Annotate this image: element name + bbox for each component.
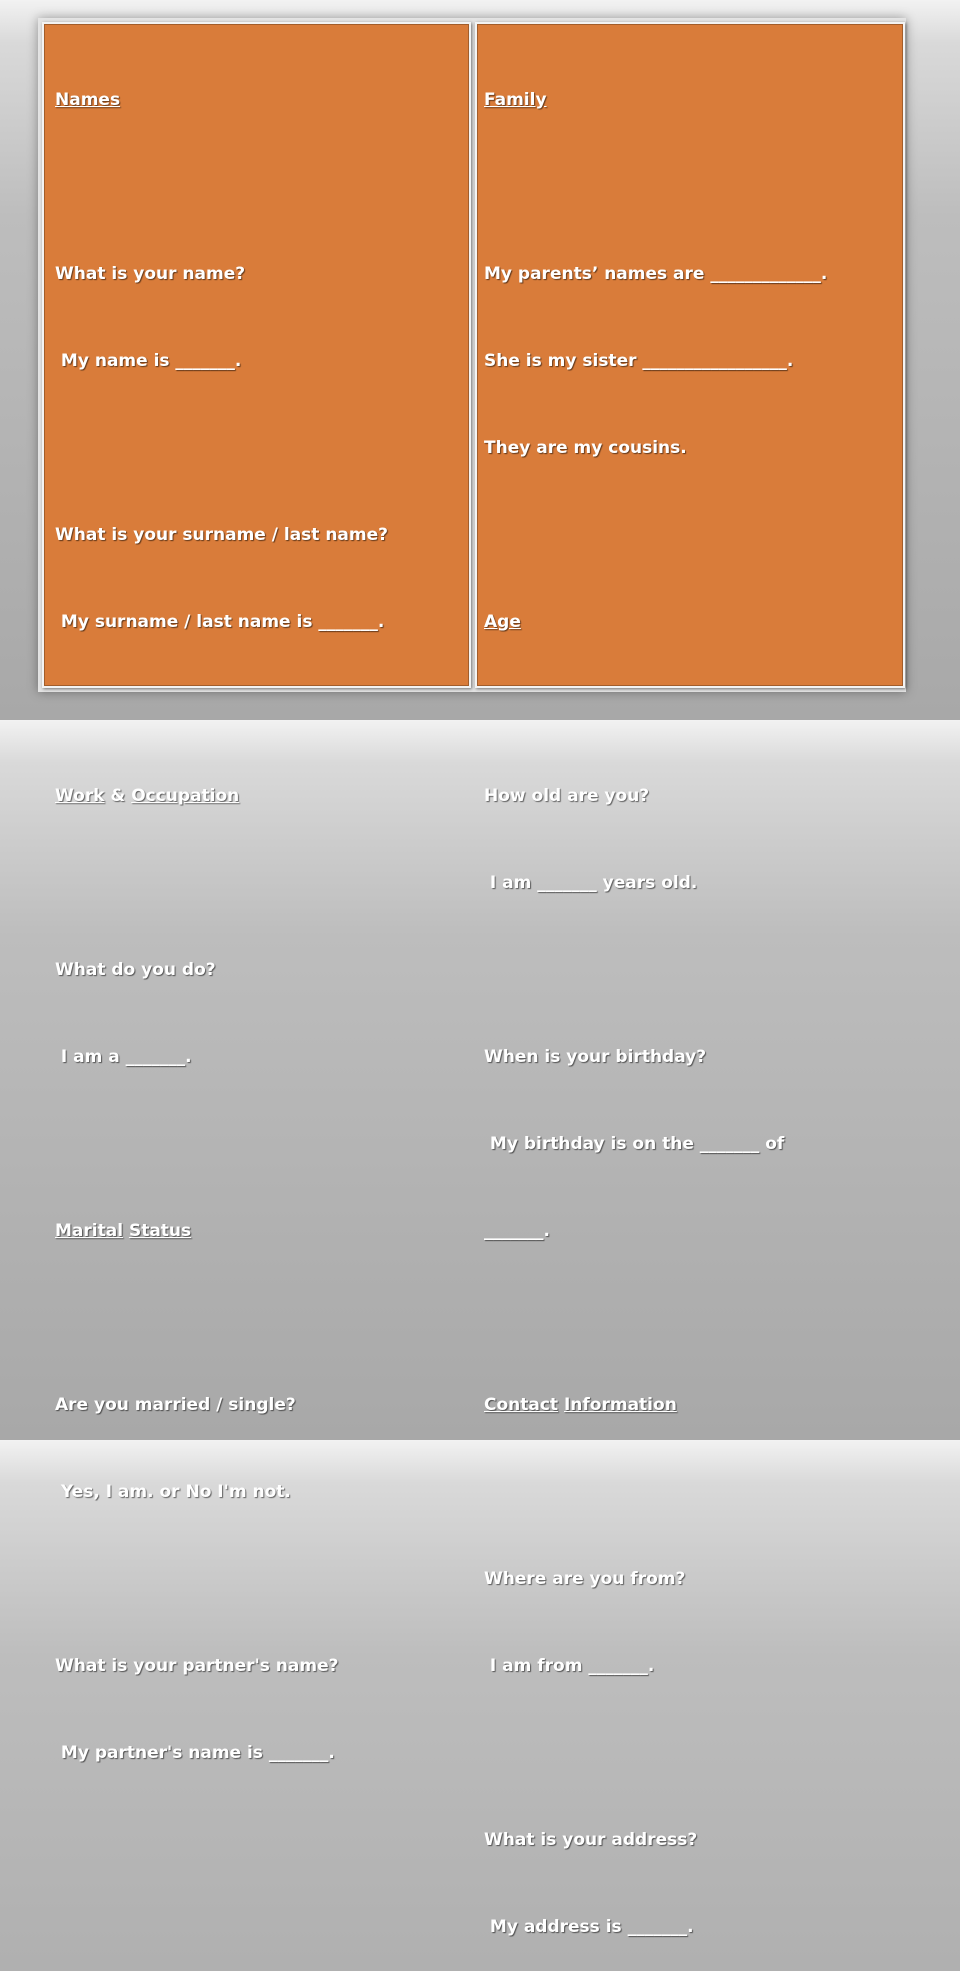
question-surname: What is your surname / last name? xyxy=(55,525,389,545)
right-panel xyxy=(475,22,905,1937)
blank-line xyxy=(484,956,903,985)
question-age: How old are you? xyxy=(484,786,650,806)
parents-line: My parents’ names are _____________. xyxy=(484,264,828,284)
answer-from: I am from _______. xyxy=(484,1656,655,1676)
answer-partner: My partner's name is _______. xyxy=(55,1743,335,1763)
blank-line xyxy=(484,1304,903,1333)
blank-line xyxy=(55,695,469,724)
blank-line xyxy=(484,521,903,550)
answer-work: I am a _______. xyxy=(55,1047,192,1067)
question-partner: What is your partner's name? xyxy=(55,1656,339,1676)
marital-heading: Marital Status xyxy=(55,1221,192,1241)
blank-line xyxy=(484,1739,903,1768)
family-heading: Family xyxy=(484,90,547,110)
blank-line xyxy=(55,1304,469,1333)
contact-heading: Contact Information xyxy=(484,1395,677,1415)
question-address: What is your address? xyxy=(484,1830,698,1850)
blank-line xyxy=(55,173,469,202)
blank-line xyxy=(484,1478,903,1507)
blank-line xyxy=(55,434,469,463)
answer-surname: My surname / last name is _______. xyxy=(55,612,385,632)
blank-line xyxy=(55,1565,469,1594)
blank-line xyxy=(484,695,903,724)
answer-married: Yes, I am. or No I'm not. xyxy=(55,1482,291,1502)
names-heading: Names xyxy=(55,90,121,110)
cousins-line: They are my cousins. xyxy=(484,438,687,458)
answer-address: My address is _______. xyxy=(484,1917,694,1937)
sister-line: She is my sister _________________. xyxy=(484,351,794,371)
blank-line xyxy=(484,173,903,202)
blank-line xyxy=(55,1130,469,1159)
answer-birthday-part-1: My birthday is on the _______ of xyxy=(484,1134,785,1154)
work-heading: Work & Occupation xyxy=(55,786,240,806)
question-from: Where are you from? xyxy=(484,1569,686,1589)
answer-name: My name is _______. xyxy=(55,351,242,371)
age-heading: Age xyxy=(484,612,521,632)
question-work: What do you do? xyxy=(55,960,216,980)
answer-birthday-part-2: _______. xyxy=(484,1221,550,1241)
left-panel xyxy=(42,22,471,1763)
question-birthday: When is your birthday? xyxy=(484,1047,707,1067)
answer-age: I am _______ years old. xyxy=(484,873,698,893)
question-married: Are you married / single? xyxy=(55,1395,296,1415)
blank-line xyxy=(55,869,469,898)
question-name: What is your name? xyxy=(55,264,246,284)
